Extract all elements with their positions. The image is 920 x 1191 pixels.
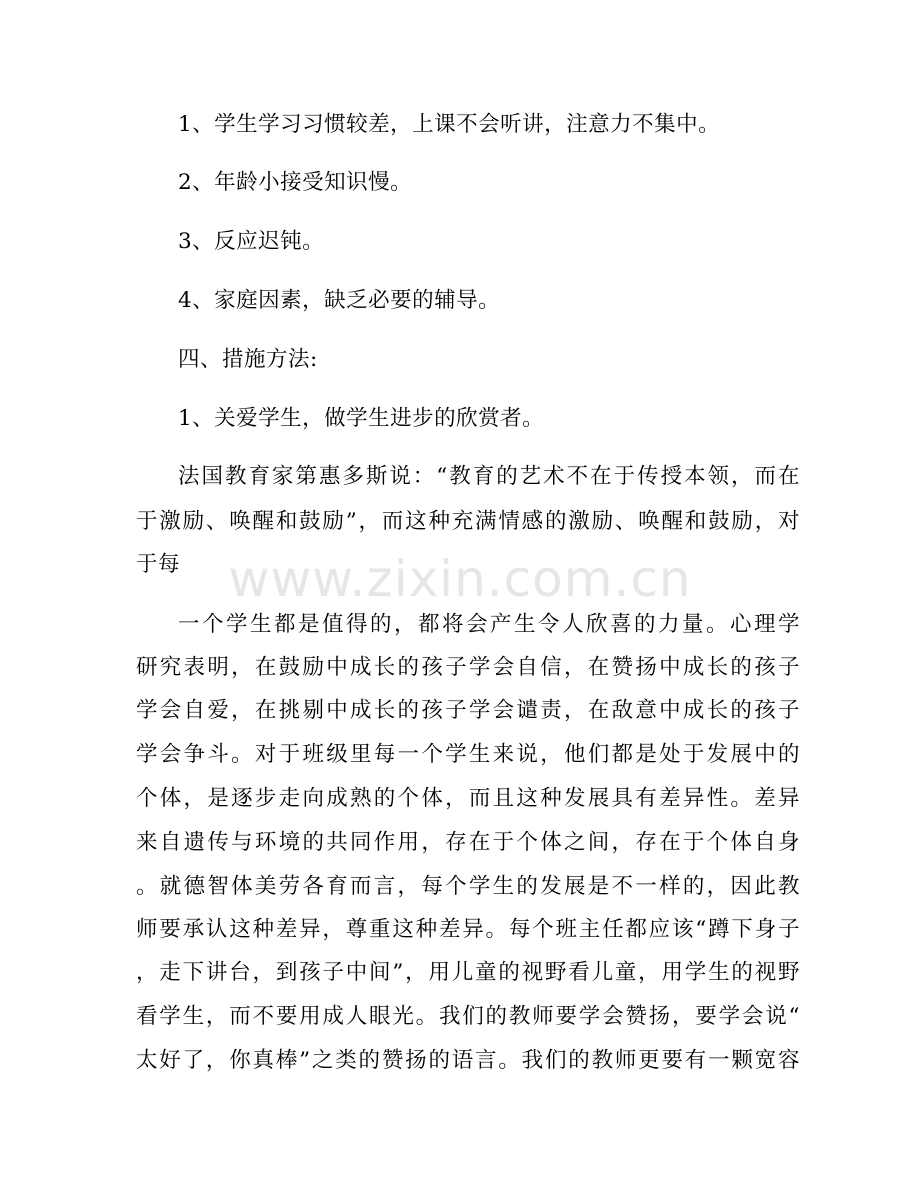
list-item-2: 2、年龄小接受知识慢。 xyxy=(178,170,413,195)
paragraph-2-line-10: 看学生，而不要用成人眼光。我们的教师要学会赞扬，要学会说“ xyxy=(136,1004,800,1029)
paragraph-2-line-2: 研究表明，在鼓励中成长的孩子学会自信，在赞扬中成长的孩子 xyxy=(136,655,800,680)
paragraph-2-line-9: ，走下讲台，到孩子中间”，用儿童的视野看儿童，用学生的视野 xyxy=(136,960,800,985)
list-item-4: 4、家庭因素，缺乏必要的辅导。 xyxy=(178,288,501,313)
paragraph-1-line-2: 于激励、唤醒和鼓励”，而这种充满情感的激励、唤醒和鼓励，对 xyxy=(136,509,800,534)
section-heading: 四、措施方法: xyxy=(178,347,318,372)
paragraph-2-line-7: 。就德智体美劳各育而言，每个学生的发展是不一样的，因此教 xyxy=(136,874,800,899)
paragraph-2-line-11: 太好了，你真棒”之类的赞扬的语言。我们的教师更要有一颗宽容 xyxy=(136,1048,800,1073)
watermark-text: www.zixin.com.cn xyxy=(228,550,692,608)
paragraph-2-line-1: 一个学生都是值得的，都将会产生令人欣喜的力量。心理学 xyxy=(178,612,800,637)
paragraph-2-line-3: 学会自爱，在挑剔中成长的孩子学会谴责，在敌意中成长的孩子 xyxy=(136,698,800,723)
paragraph-2-line-8: 师要承认这种差异，尊重这种差异。每个班主任都应该“蹲下身子 xyxy=(136,917,800,942)
paragraph-2-line-4: 学会争斗。对于班级里每一个学生来说，他们都是处于发展中的 xyxy=(136,742,800,767)
paragraph-2-line-6: 来自遗传与环境的共同作用，存在于个体之间，存在于个体自身 xyxy=(136,830,800,855)
paragraph-1-line-3: 于每 xyxy=(136,552,181,577)
paragraph-2-line-5: 个体，是逐步走向成熟的个体，而且这种发展具有差异性。差异 xyxy=(136,786,800,811)
paragraph-1-line-1: 法国教育家第惠多斯说：“教育的艺术不在于传授本领，而在 xyxy=(178,464,800,489)
list-item-1: 1、学生学习习惯较差，上课不会听讲，注意力不集中。 xyxy=(178,112,721,137)
sub-item-1: 1、关爱学生，做学生进步的欣赏者。 xyxy=(178,406,545,431)
list-item-3: 3、反应迟钝。 xyxy=(178,229,325,254)
